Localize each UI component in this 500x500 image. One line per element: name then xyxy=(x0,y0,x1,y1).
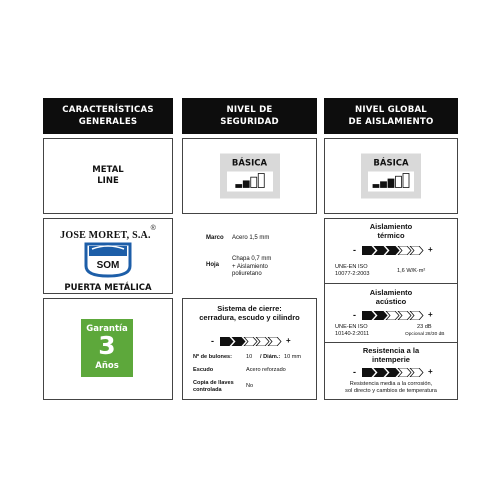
spec-marco-label: Marco xyxy=(206,235,224,241)
security-level-label: BÁSICA xyxy=(231,158,268,169)
insulation-details-box xyxy=(324,218,458,400)
scale-chevron xyxy=(362,311,375,320)
level-bar xyxy=(243,181,249,188)
closure-scale: - + xyxy=(211,336,291,346)
thermal-norm: UNE-EN ISO 10077-2:2003 xyxy=(335,264,370,277)
level-bar xyxy=(258,174,264,188)
acoustic-norm: UNE-EN ISO 10140-2:2011 xyxy=(335,324,370,337)
level-bar xyxy=(403,174,409,188)
acoustic-scale: - + xyxy=(353,310,433,320)
spec-marco-value: Acero 1,5 mm xyxy=(232,235,270,241)
acoustic-chevrons-icon xyxy=(362,311,426,320)
scale-chevron xyxy=(362,246,375,255)
insulation-level-box xyxy=(324,138,458,214)
scale-chevron xyxy=(220,337,233,346)
scale-chevron xyxy=(398,246,411,255)
thermal-chevrons-icon xyxy=(362,246,426,255)
guarantee-badge xyxy=(81,319,133,377)
weather-title: Resistencia a la intemperie xyxy=(362,346,420,364)
security-level-bars-icon xyxy=(227,172,273,192)
scale-chevron xyxy=(410,311,423,320)
acoustic-note: Opcional 28/30 dB xyxy=(405,332,445,337)
scale-chevron xyxy=(374,311,387,320)
copy-label: Copia de llaves controlada xyxy=(193,380,234,393)
guarantee-line1: Garantía xyxy=(86,324,128,334)
level-bar xyxy=(373,185,379,188)
spec-hoja-value: Chapa 0,7 mm + Aislamiento poliuretano xyxy=(232,256,272,277)
level-bar xyxy=(396,176,402,187)
scale-chevron xyxy=(386,311,399,320)
header-caracteristicas: CARACTERÍSTICAS GENERALES xyxy=(43,98,173,134)
closure-chevrons-icon xyxy=(220,337,284,346)
logo-caption: PUERTA METÁLICA xyxy=(64,283,152,293)
emblem-text: SOM xyxy=(96,260,120,271)
level-bar xyxy=(388,179,394,188)
copy-value: No xyxy=(246,383,254,389)
bolts-label: Nº de bulones: xyxy=(193,354,233,360)
guarantee-box xyxy=(43,298,173,400)
guarantee-line2: Años xyxy=(95,361,119,371)
company-logo: JOSE MORET, S.A.® xyxy=(60,225,156,241)
specs-box xyxy=(182,218,317,294)
spec-hoja-label: Hoja xyxy=(206,262,220,268)
scale-chevron xyxy=(386,246,399,255)
scale-chevron xyxy=(410,368,423,377)
scale-chevron xyxy=(268,337,281,346)
som-emblem-icon xyxy=(80,238,136,280)
scale-chevron xyxy=(256,337,269,346)
header-nivel-aislamiento: NIVEL GLOBAL DE AISLAMIENTO xyxy=(324,98,458,134)
escudo-label: Escudo xyxy=(193,367,214,373)
scale-chevron xyxy=(398,368,411,377)
weather-description: Resistencia media a la corrosión, sol directo y cambios de temperatura xyxy=(345,381,437,394)
weather-scale: - + xyxy=(353,367,433,377)
acoustic-title: Aislamiento acústico xyxy=(369,288,413,306)
scale-chevron xyxy=(374,246,387,255)
company-brand: JOSE MORET, S.A. xyxy=(60,230,151,241)
product-name-box xyxy=(43,138,173,214)
level-bar xyxy=(235,185,241,188)
level-bar xyxy=(250,177,256,187)
insulation-level-label: BÁSICA xyxy=(373,158,409,169)
product-name: METAL LINE xyxy=(92,165,124,186)
thermal-value: 1,6 W/K·m² xyxy=(397,268,426,274)
diam-label: / Diám.: xyxy=(260,354,281,360)
security-level-card xyxy=(220,154,280,199)
thermal-scale: - + xyxy=(353,245,433,255)
acoustic-value: 23 dB xyxy=(417,324,432,330)
scale-chevron xyxy=(362,368,375,377)
logo-box xyxy=(43,218,173,294)
scale-chevron xyxy=(386,368,399,377)
escudo-value: Acero reforzado xyxy=(246,367,286,373)
scale-chevron xyxy=(398,311,411,320)
scale-chevron xyxy=(232,337,245,346)
security-level-box xyxy=(182,138,317,214)
diam-value: 10 mm xyxy=(284,354,302,360)
bolts-value: 10 xyxy=(246,354,253,360)
guarantee-years: 3 xyxy=(98,331,116,360)
level-bar xyxy=(381,182,387,188)
thermal-title: Aislamiento térmico xyxy=(369,222,413,240)
scale-chevron xyxy=(374,368,387,377)
insulation-level-bars-icon xyxy=(368,172,414,192)
closure-box xyxy=(182,298,317,400)
header-nivel-seguridad: NIVEL DE SEGURIDAD xyxy=(182,98,317,134)
weather-chevrons-icon xyxy=(362,368,426,377)
scale-chevron xyxy=(244,337,257,346)
closure-title: Sistema de cierre: cerradura, escudo y cilindro xyxy=(199,304,300,322)
scale-chevron xyxy=(410,246,423,255)
insulation-level-card xyxy=(361,154,421,199)
